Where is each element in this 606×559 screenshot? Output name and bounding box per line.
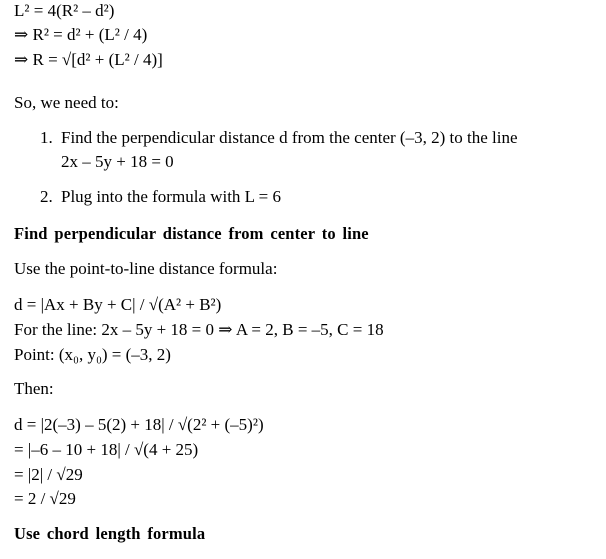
intro-text: So, we need to:	[14, 93, 119, 112]
derivation-line-1: L² = 4(R² – d²)	[14, 1, 115, 20]
step-2-number: 2.	[40, 187, 53, 206]
distance-formula-intro: Use the point-to-line distance formula:	[14, 259, 278, 278]
calc-line-2: = |–6 – 10 + 18| / √(4 + 25)	[14, 440, 199, 459]
point-coordinates: Point: (x₀, y₀) = (–3, 2)	[14, 345, 171, 364]
section-heading-distance: Find perpendicular distance from center to line	[14, 224, 369, 243]
section-heading-chord: Use chord length formula	[14, 524, 206, 543]
step-1-number: 1.	[40, 128, 53, 147]
derivation-line-2: ⇒ R² = d² + (L² / 4)	[14, 25, 148, 44]
step-2-text: Plug into the formula with L = 6	[61, 187, 282, 206]
step-1-text: Find the perpendicular distance d from the center (–3, 2) to the line	[61, 128, 518, 147]
derivation-line-3: ⇒ R = √[d² + (L² / 4)]	[14, 50, 163, 69]
step-1-equation: 2x – 5y + 18 = 0	[61, 152, 174, 171]
line-coefficients: For the line: 2x – 5y + 18 = 0 ⇒ A = 2, B = –5, C = 18	[14, 320, 384, 339]
distance-formula: d = |Ax + By + C| / √(A² + B²)	[14, 295, 222, 314]
calc-line-3: = |2| / √29	[14, 465, 83, 484]
calc-line-4: = 2 / √29	[14, 489, 76, 508]
then-label: Then:	[14, 379, 54, 398]
calc-line-1: d = |2(–3) – 5(2) + 18| / √(2² + (–5)²)	[14, 415, 264, 434]
